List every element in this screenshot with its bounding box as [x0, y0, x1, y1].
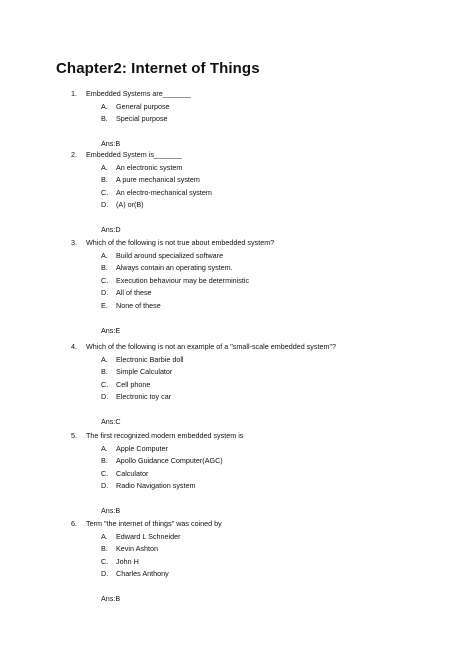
question-text: The first recognized modern embedded system is [86, 431, 244, 440]
option-letter: B. [101, 175, 108, 185]
option-text: Build around specialized software [116, 250, 224, 260]
option-letter: A. [101, 354, 108, 364]
question-number: 3. [71, 238, 77, 247]
answer-option [0, 300, 474, 313]
option-text: Cell phone [116, 379, 151, 389]
answer-option [0, 174, 474, 187]
answer-option [0, 113, 474, 126]
question-row [0, 149, 474, 162]
question-block [0, 430, 474, 518]
answer-key: Ans:C [101, 417, 121, 427]
option-letter: A. [101, 531, 108, 541]
answer-row [0, 593, 474, 606]
question-text: Which of the following is not an example of a "small-scale embedded system"? [86, 342, 336, 351]
question-text: Embedded System is_______ [86, 150, 182, 159]
answer-option [0, 366, 474, 379]
answer-option [0, 162, 474, 175]
option-text: None of these [116, 300, 161, 310]
question-row [0, 341, 474, 354]
question-number: 1. [71, 89, 77, 98]
option-text: A pure mechanical system [116, 175, 200, 185]
question-row [0, 518, 474, 531]
answer-option [0, 187, 474, 200]
option-letter: D. [101, 288, 109, 298]
question-row [0, 88, 474, 101]
answer-row [0, 224, 474, 237]
option-text: Apollo Guidance Computer(AGC) [116, 456, 223, 466]
question-block [0, 149, 474, 237]
option-letter: B. [101, 456, 108, 466]
option-text: Radio Navigation system [116, 481, 196, 491]
option-text: Electronic toy car [116, 392, 172, 402]
option-letter: B. [101, 544, 108, 554]
question-number: 5. [71, 431, 77, 440]
option-text: Edward L Schneider [116, 531, 181, 541]
option-letter: C. [101, 556, 109, 566]
option-text: Calculator [116, 468, 149, 478]
question-block [0, 88, 474, 151]
answer-option [0, 379, 474, 392]
question-number: 6. [71, 519, 77, 528]
option-letter: D. [101, 569, 109, 579]
answer-key: Ans:B [101, 594, 121, 604]
answer-key: Ans:B [101, 506, 121, 516]
answer-key: Ans:D [101, 225, 121, 235]
answer-row [0, 325, 474, 338]
answer-option [0, 354, 474, 367]
option-letter: C. [101, 468, 109, 478]
answer-option [0, 199, 474, 212]
answer-option [0, 287, 474, 300]
option-text: Kevin Ashton [116, 544, 158, 554]
option-letter: C. [101, 379, 109, 389]
question-text: Which of the following is not true about embedded system? [86, 238, 275, 247]
option-letter: A. [101, 250, 108, 260]
option-text: Always contain an operating system. [116, 263, 233, 273]
answer-option [0, 262, 474, 275]
question-number: 2. [71, 150, 77, 159]
answer-option [0, 443, 474, 456]
answer-key: Ans:B [101, 138, 121, 148]
answer-key: Ans:E [101, 325, 121, 335]
option-text: Apple Computer [116, 443, 168, 453]
question-row [0, 237, 474, 250]
answer-row [0, 416, 474, 429]
option-text: General purpose [116, 101, 170, 111]
answer-option [0, 568, 474, 581]
question-number: 4. [71, 342, 77, 351]
option-letter: E. [101, 300, 108, 310]
option-text: Charles Anthony [116, 569, 169, 579]
option-letter: C. [101, 275, 109, 285]
option-letter: D. [101, 200, 109, 210]
question-block [0, 237, 474, 337]
question-row [0, 430, 474, 443]
answer-option [0, 391, 474, 404]
question-text: Embedded Systems are_______ [86, 89, 191, 98]
option-text: Electronic Barbie doll [116, 354, 184, 364]
option-text: Special purpose [116, 114, 168, 124]
answer-option [0, 468, 474, 481]
answer-option [0, 250, 474, 263]
option-text: (A) or(B) [116, 200, 144, 210]
answer-option [0, 556, 474, 569]
option-text: John H [116, 556, 139, 566]
answer-option [0, 101, 474, 114]
option-letter: B. [101, 263, 108, 273]
answer-option [0, 275, 474, 288]
answer-option [0, 543, 474, 556]
answer-row [0, 505, 474, 518]
option-letter: A. [101, 443, 108, 453]
option-letter: B. [101, 367, 108, 377]
option-letter: D. [101, 392, 109, 402]
answer-option [0, 480, 474, 493]
question-block [0, 341, 474, 429]
option-text: All of these [116, 288, 152, 298]
question-text: Term "the internet of things" was coined by [86, 519, 222, 528]
answer-option [0, 455, 474, 468]
page-title: Chapter2: Internet of Things [56, 60, 260, 77]
option-text: Execution behaviour may be deterministic [116, 275, 250, 285]
question-block [0, 518, 474, 606]
option-letter: B. [101, 114, 108, 124]
option-text: Simple Calculator [116, 367, 173, 377]
option-text: An electronic system [116, 162, 183, 172]
option-text: An electro-mechanical system [116, 187, 212, 197]
answer-option [0, 531, 474, 544]
option-letter: A. [101, 162, 108, 172]
option-letter: D. [101, 481, 109, 491]
option-letter: C. [101, 187, 109, 197]
option-letter: A. [101, 101, 108, 111]
